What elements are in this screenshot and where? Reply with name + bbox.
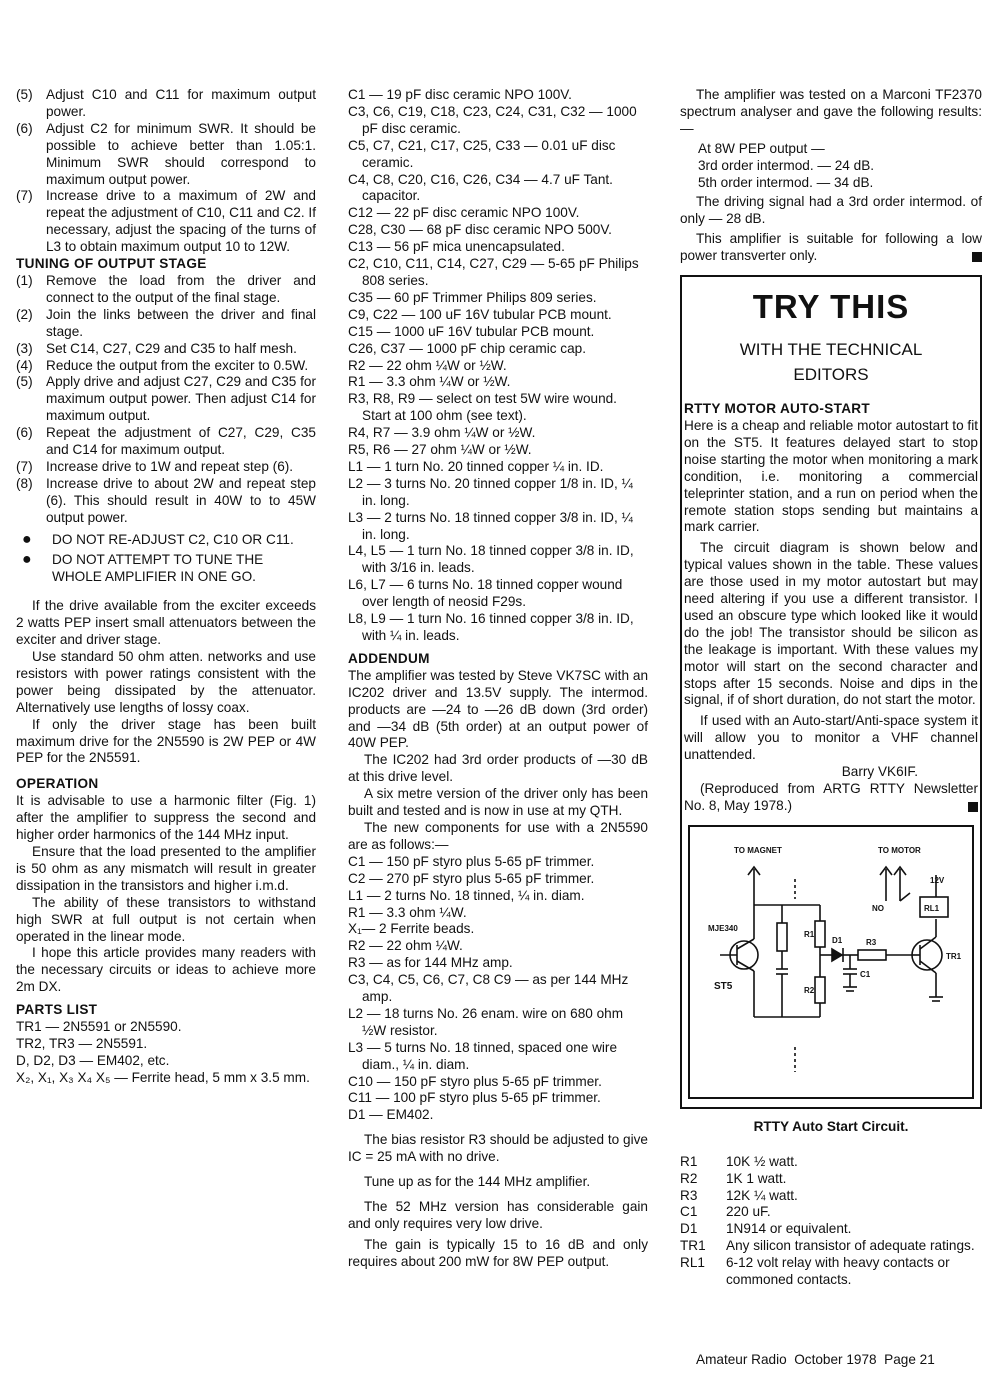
parts-line: C12 — 22 pF disc ceramic NPO 100V. (348, 205, 580, 221)
parts-line: L4, L5 — 1 turn No. 18 tinned copper 3/8 in. ID, with 3/16 in. leads. (348, 543, 634, 576)
result-line: 3rd order intermod. — 24 dB. (698, 157, 875, 173)
paragraph: A six metre version of the driver only has been built and tested and is now in use at my QTH. (348, 786, 648, 819)
parts-line: C4, C8, C20, C16, C26, C34 — 4.7 uF Tant. capacitor. (348, 171, 613, 204)
paragraph: This amplifier is suitable for following a low power transverter only. (680, 231, 982, 264)
parts-line: R1 — 3.3 ohm ¼W. (348, 904, 467, 920)
parts-line: R3 — as for 144 MHz amp. (348, 955, 513, 971)
parts-line: C26, C37 — 1000 pF chip ceramic cap. (348, 340, 587, 356)
parts-line: L2 — 3 turns No. 20 tinned copper 1/8 in. ID, ¼ in. long. (348, 475, 633, 508)
parts-list-continued (348, 87, 648, 645)
step-list-adjust (16, 87, 316, 256)
paragraph: If only the driver stage has been built maximum drive for the 2N5590 is 2W PEP or 4W PEP for the 2N5591. (16, 716, 316, 766)
try-this-box (680, 275, 982, 1109)
table-row: TR1 Any silicon transistor of adequate ratings. (680, 1238, 975, 1254)
paragraph: I hope this article provides many readers with the necessary circuits or ideas to achieve more 2m DX. (16, 945, 316, 995)
paragraph: Ensure that the load presented to the amplifier is 50 ohm as any mismatch will result in greater dissipation in the transistors and higher i.m.d. (16, 843, 316, 893)
parts-line: C3, C6, C19, C18, C23, C24, C31, C32 — 1000 pF disc ceramic. (348, 103, 637, 136)
end-mark-icon (968, 802, 978, 812)
circuit-schematic (690, 827, 982, 1093)
parts-line: C5, C7, C21, C17, C25, C33 — 0.01 uF disc ceramic. (348, 137, 616, 170)
label-st5: ST5 (714, 980, 733, 992)
paragraph: The 52 MHz version has considerable gain and only requires very low drive. (348, 1199, 648, 1231)
warning-bullets (16, 532, 316, 587)
paragraph: Tune up as for the 144 MHz amplifier. (364, 1174, 591, 1190)
signature: Barry VK6IF. (841, 764, 918, 780)
table-row: R1 10K ½ watt. (680, 1153, 798, 1169)
article-heading: RTTY MOTOR AUTO-START (684, 401, 871, 417)
label-tr1: TR1 (946, 951, 962, 961)
step-item: (5) Adjust C10 and C11 for maximum output power. (16, 87, 316, 119)
parts-line: R1 — 3.3 ohm ¼W or ½W. (348, 374, 511, 390)
paragraph: The circuit diagram is shown below and typical values shown in the table. These values are those used in my motor autostart but may need altering if you use a different transistor. I used an obscure type which looked like it would do the job! The transistor should be silicon as the leakage is important. With these values my motor will start on the second character and stops after 15 seconds. Noise and dips in the signal, if of short duration, do not start the motor. (684, 540, 978, 708)
parts-line: X₂, X₁, X₃ X₄ X₅ — Ferrite head, 5 mm x 3.5 mm. (16, 1069, 310, 1085)
component-table (680, 1154, 982, 1289)
table-row: R2 1K 1 watt. (680, 1170, 787, 1186)
result-line: At 8W PEP output — (698, 140, 825, 156)
warning-item: ● DO NOT RE-ADJUST C2, C10 OR C11. (16, 532, 316, 549)
table-row: R3 12K ¼ watt. (680, 1187, 798, 1203)
parts-line: C11 — 100 pF styro plus 5-65 pF trimmer. (348, 1090, 601, 1106)
paragraph: Use standard 50 ohm atten. networks and use resistors with power ratings consistent with the power being dissipated by the attenuator. Alternatively use lengths of lossy coax. (16, 649, 316, 715)
paragraph: The new components for use with a 2N5590 are as follows:— (348, 819, 648, 852)
parts-line: C1 — 19 pF disc ceramic NPO 100V. (348, 87, 572, 102)
label-rl1: RL1 (924, 903, 940, 913)
parts-line: L1 — 1 turn No. 20 tinned copper ¼ in. ID. (348, 458, 604, 474)
label-c1: C1 (860, 969, 871, 979)
parts-line: C15 — 1000 uF 16V tubular PCB mount. (348, 323, 595, 339)
figure-caption: RTTY Auto Start Circuit. (753, 1118, 909, 1134)
paragraph: The gain is typically 15 to 16 dB and only requires about 200 mW for 8W PEP output. (348, 1236, 648, 1269)
try-this-subtitle: WITH THE TECHNICAL EDITORS (739, 340, 923, 385)
step-item: (5) Apply drive and adjust C27, C29 and C35 for maximum output power. Then adjust C14 for maximum output. (16, 374, 316, 424)
end-mark-icon (972, 252, 982, 262)
six-metre-parts-list (348, 854, 648, 1125)
paragraph: The IC202 had 3rd order products of —30 dB at this drive level. (348, 752, 648, 785)
parts-line: R3, R8, R9 — select on test 5W wire wound. Start at 100 ohm (see text). (348, 391, 617, 424)
column-1 (16, 87, 316, 1087)
label-no: NO (872, 903, 884, 913)
step-item: (6) Repeat the adjustment of C27, C29, C35 and C14 for maximum output. (16, 425, 316, 458)
bullet-dot-icon: ● (22, 530, 32, 548)
table-row: D1 1N914 or equivalent. (680, 1221, 852, 1237)
bullet-dot-icon: ● (22, 551, 32, 569)
parts-line: C1 — 150 pF styro plus 5-65 pF trimmer. (348, 853, 595, 869)
parts-line: R2 — 22 ohm ¼W. (348, 938, 463, 954)
parts-line: L2 — 18 turns No. 26 enam. wire on 680 ohm ½W resistor. (348, 1005, 624, 1038)
parts-line: C28, C30 — 68 pF disc ceramic NPO 500V. (348, 222, 612, 238)
parts-line: L3 — 2 turns No. 18 tinned copper 3/8 in. ID, ¼ in. long. (348, 509, 633, 542)
parts-line: L3 — 5 turns No. 18 tinned, spaced one wire diam., ¼ in. diam. (348, 1039, 618, 1072)
warning-item: ● DO NOT ATTEMPT TO TUNE THE WHOLE AMPLIFIER IN ONE GO. (16, 552, 316, 586)
page-footer: Amateur Radio October 1978 Page 21 (696, 1352, 935, 1367)
result-line: 5th order intermod. — 34 dB. (698, 174, 874, 190)
parts-line: C2 — 270 pF styro plus 5-65 pF trimmer. (348, 870, 595, 886)
column-2 (348, 87, 648, 1271)
parts-line: D1 — EM402. (348, 1107, 434, 1123)
step-item: (3) Set C14, C27, C29 and C35 to half mesh. (16, 340, 297, 356)
try-this-title: TRY THIS (752, 288, 910, 326)
column-3 (680, 87, 982, 1289)
paragraph: The amplifier was tested by Steve VK7SC with an IC202 driver and 13.5V supply. The intermod. products are —24 to —26 dB down (3rd order) and —34 dB (5th order) at an output power of 40W PEP. (348, 667, 648, 751)
paragraph: Here is a cheap and reliable motor autostart to fit on the ST5. It features delayed start to stop noise starting the motor when monitoring a mark condition, i.e. monitoring a commercial teleprinter station, and a run on period when the remote station stops sending but maintains a mark carrier. (684, 417, 978, 535)
parts-line: L1 — 2 turns No. 18 tinned, ¼ in. diam. (348, 887, 585, 903)
parts-line: TR1 — 2N5591 or 2N5590. (16, 1019, 182, 1035)
parts-line: R4, R7 — 3.9 ohm ¼W or ½W. (348, 425, 536, 441)
paragraph: The ability of these transistors to withstand high SWR at full output is not certain when operated in the linear mode. (16, 894, 316, 944)
parts-line: R5, R6 — 27 ohm ¼W or ½W. (348, 442, 532, 458)
parts-line: L8, L9 — 1 turn No. 16 tinned copper 3/8 in. ID, with ¼ in. leads. (348, 611, 634, 643)
parts-line: TR2, TR3 — 2N5591. (16, 1035, 148, 1051)
label-to-magnet: TO MAGNET (734, 845, 782, 855)
parts-line: C2, C10, C11, C14, C27, C29 — 5-65 pF Philips 808 series. (348, 256, 639, 288)
label-r1: R1 (804, 929, 815, 939)
paragraph: It is advisable to use a harmonic filter (Fig. 1) after the amplifier to suppress the second and higher order harmonics of the 144 MHz input. (16, 793, 316, 843)
section-heading-tuning: TUNING OF OUTPUT STAGE (16, 256, 207, 272)
paragraph: If the drive available from the exciter exceeds 2 watts PEP insert small attenuators between the exciter and driver stage. (16, 598, 316, 648)
label-d1: D1 (832, 935, 843, 945)
section-heading-addendum: ADDENDUM (348, 650, 430, 666)
source-note: (Reproduced from ARTG RTTY Newsletter No. 8, May 1978.) (684, 781, 978, 813)
paragraph: The bias resistor R3 should be adjusted to give IC = 25 mA with no drive. (348, 1132, 648, 1165)
label-12v: 12V (930, 875, 945, 885)
step-item: (7) Increase drive to a maximum of 2W and repeat the adjustment of C10, C11 and C2. If necessary, adjust the spacing of the turns of L3 to obtain maximum output 10 to 12W. (16, 188, 316, 255)
parts-line: C3, C4, C5, C6, C7, C8 C9 — as per 144 MHz amp. (348, 972, 629, 1005)
circuit-diagram (688, 825, 974, 1099)
parts-line: R2 — 22 ohm ¼W or ½W. (348, 357, 507, 373)
parts-line: X₁— 2 Ferrite beads. (348, 921, 475, 937)
table-row: RL1 6-12 volt relay with heavy contacts or commoned contacts. (680, 1255, 950, 1288)
section-heading-parts: PARTS LIST (16, 1002, 98, 1018)
parts-line: L6, L7 — 6 turns No. 18 tinned copper wound over length of neosid F29s. (348, 577, 623, 610)
label-r2: R2 (804, 985, 815, 995)
label-r3: R3 (866, 937, 877, 947)
paragraph: The amplifier was tested on a Marconi TF2370 spectrum analyser and gave the following results:— (680, 87, 982, 136)
label-mje340: MJE340 (708, 923, 738, 933)
parts-line: C13 — 56 pF mica unencapsulated. (348, 239, 565, 255)
paragraph: The driving signal had a 3rd order intermod. of only — 28 dB. (680, 194, 982, 227)
paragraph: If used with an Auto-start/Anti-space system it will allow you to monitor a VHF channel unattended. (684, 713, 978, 763)
step-item: (4) Reduce the output from the exciter to 0.5W. (16, 357, 309, 373)
parts-line: C9, C22 — 100 uF 16V tubular PCB mount. (348, 306, 612, 322)
step-item: (8) Increase drive to about 2W and repeat step (6). This should result in 40W to to 45W output power. (16, 475, 316, 525)
parts-line: D, D2, D3 — EM402, etc. (16, 1052, 170, 1068)
parts-line: C35 — 60 pF Trimmer Philips 809 series. (348, 289, 597, 305)
step-list-tuning (16, 273, 316, 527)
section-heading-operation: OPERATION (16, 776, 99, 792)
step-item: (2) Join the links between the driver and final stage. (16, 306, 316, 339)
step-item: (6) Adjust C2 for minimum SWR. It should be possible to achieve better than 1.05:1. Minimum SWR should correspond to maximum output power. (16, 120, 316, 187)
table-row: C1 220 uF. (680, 1204, 771, 1220)
step-item: (1) Remove the load from the driver and connect to the output of the final stage. (16, 272, 316, 305)
parts-line: C10 — 150 pF styro plus 5-65 pF trimmer. (348, 1073, 602, 1089)
step-item: (7) Increase drive to 1W and repeat step (6). (16, 458, 294, 474)
label-to-motor: TO MOTOR (878, 845, 921, 855)
